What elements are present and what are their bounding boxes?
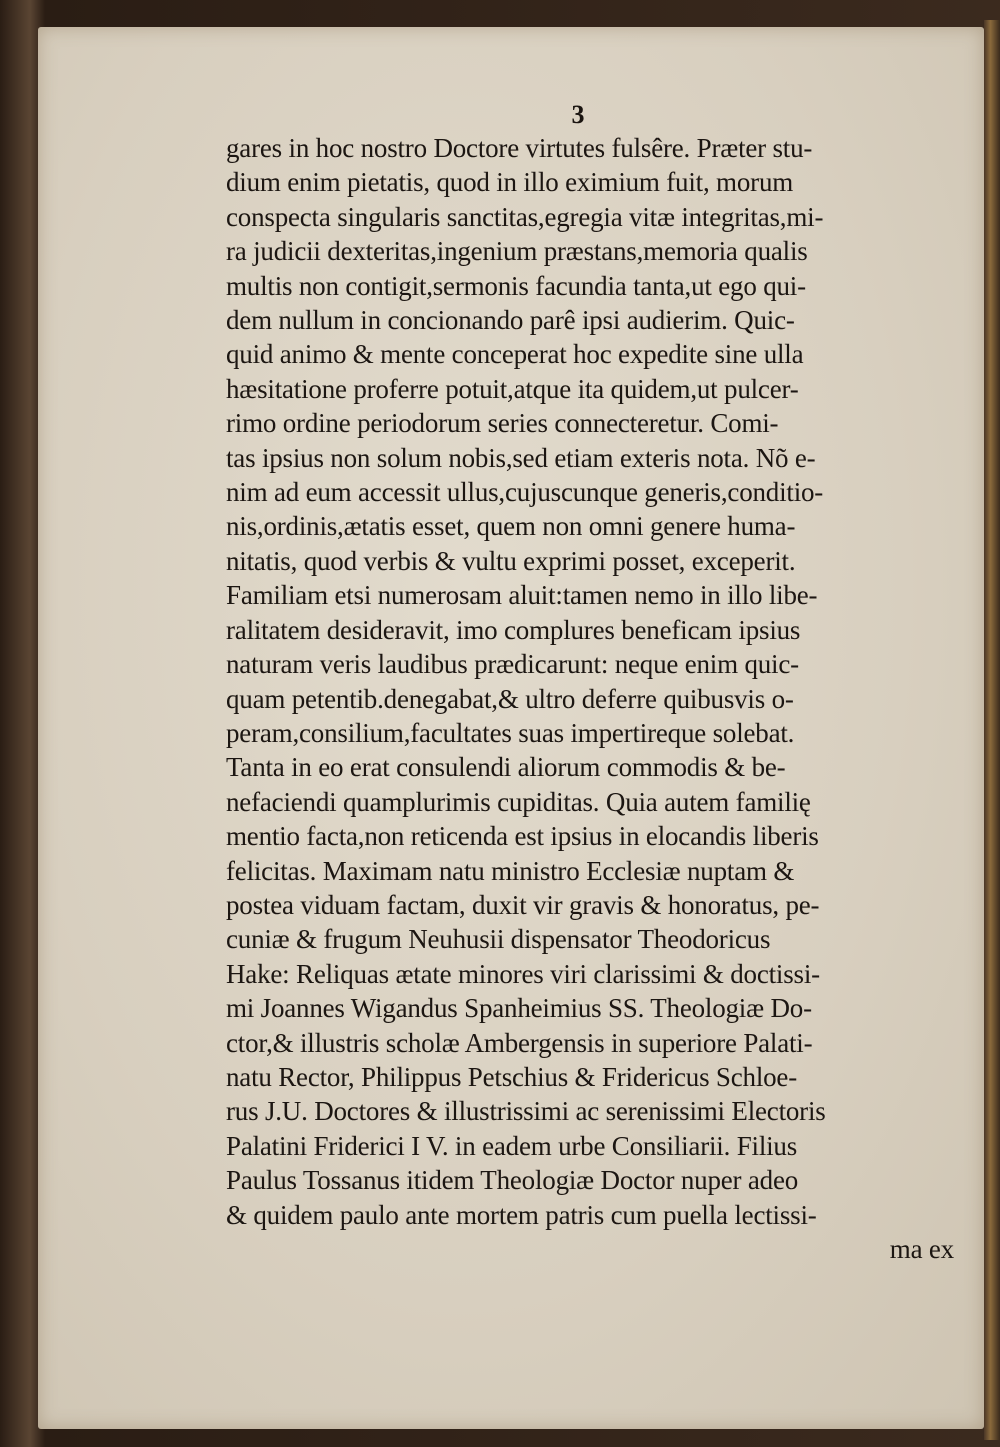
text-line: Tanta in eo erat consulendi aliorum commodis & be- <box>226 752 786 783</box>
text-line: nefaciendi quamplurimis cupiditas. Quia autem familię <box>226 786 811 817</box>
text-line: Hake: Reliquas ætate minores viri clarissimi & doctissi- <box>226 958 820 989</box>
text-line: conspecta singularis sanctitas,egregia vitæ integritas,mi- <box>226 201 824 232</box>
text-line: ma ex <box>889 1234 954 1264</box>
text-line: mentio facta,non reticenda est ipsius in elocandis liberis <box>226 821 819 852</box>
text-line: Paulus Tossanus itidem Theologiæ Doctor nuper adeo <box>226 1165 799 1196</box>
text-line: gares in hoc nostro Doctore virtutes fulsêre. Præter stu- <box>226 133 813 163</box>
text-line: cuniæ & frugum Neuhusii dispensator Theodoricus <box>226 924 771 955</box>
text-line: quam petentib.denegabat,& ultro deferre quibusvis o- <box>226 683 794 714</box>
text-line: dium enim pietatis, quod in illo eximium fuit, morum <box>226 167 794 198</box>
text-line: tas ipsius non solum nobis,sed etiam exteris nota. Nõ e- <box>226 442 816 473</box>
text-line: dem nullum in concionando parê ipsi audierim. Quic- <box>226 305 795 336</box>
text-line: hæsitatione proferre potuit,atque ita quidem,ut pulcer- <box>226 373 799 404</box>
text-line: ralitatem desideravit, imo complures beneficam ipsius <box>226 614 801 645</box>
text-line: rimo ordine periodorum series connecteretur. Comi- <box>226 408 779 439</box>
text-line: peram,consilium,facultates suas impertireque solebat. <box>226 717 795 748</box>
text-line: rus J.U. Doctores & illustrissimi ac serenissimi Electoris <box>226 1096 826 1127</box>
text-line: multis non contigit,sermonis facundia tanta,ut ego qui- <box>226 270 806 301</box>
text-line: quid animo & mente conceperat hoc expedite sine ulla <box>226 339 804 370</box>
text-line: ra judicii dexteritas,ingenium præstans,memoria qualis <box>226 236 808 267</box>
book-edge <box>984 20 1000 1440</box>
text-line: felicitas. Maximam natu ministro Ecclesiæ nuptam & <box>226 855 795 886</box>
text-line: nis,ordinis,ætatis esset, quem non omni genere huma- <box>226 511 796 542</box>
text-line: ctor,& illustris scholæ Ambergensis in superiore Palati- <box>226 1027 813 1058</box>
text-line: nitatis, quod verbis & vultu exprimi posset, exceperit. <box>226 545 796 576</box>
text-line: Familiam etsi numerosam aluit:tamen nemo in illo libe- <box>226 580 818 611</box>
text-line: natu Rector, Philippus Petschius & Fridericus Schloe- <box>226 1061 798 1092</box>
text-line: Palatini Friderici I V. in eadem urbe Consiliarii. Filius <box>226 1130 798 1161</box>
text-line: & quidem paulo ante mortem patris cum puella lectissi- <box>226 1199 817 1230</box>
text-line: mi Joannes Wigandus Spanheimius SS. Theologiæ Do- <box>226 993 812 1024</box>
body-text <box>226 131 954 1266</box>
text-line: naturam veris laudibus prædicarunt: neque enim quic- <box>226 649 799 680</box>
text-line: nim ad eum accessit ullus,cujuscunque generis,conditio- <box>226 477 824 508</box>
text-line: postea viduam factam, duxit vir gravis & honoratus, pe- <box>226 889 820 920</box>
page-number: 3 <box>571 100 585 129</box>
